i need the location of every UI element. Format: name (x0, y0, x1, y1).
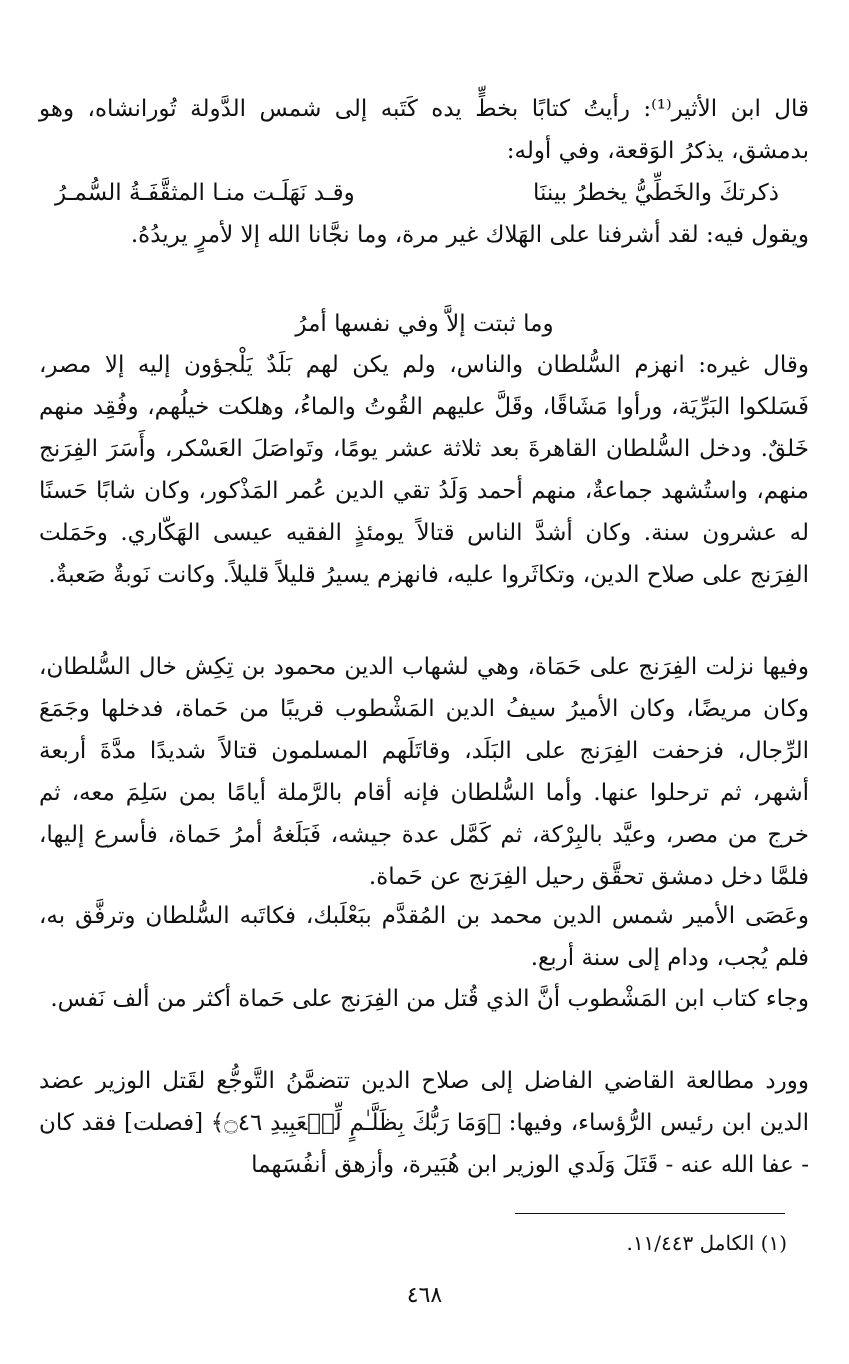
paragraph-hama-siege: وفيها نزلت الفِرَنج على حَمَاة، وهي لشهاب الدين محمود بن تِكِش خال السُّلطان، وكان مريضًا، وكان الأميرُ سيفُ الدين المَشْطوب قريبًا من حَماة، فدخلها وجَمَعَ الرِّجال، فزحفت الفِرَنج على البَلَد، وقاتَلَهم المسلمون قتالاً شديدًا مدَّةَ أربعة أشهر، ثم ترحلوا عنها. وأما السُّلطان فإنه أقام بالرَّملة أيامًا بمن سَلِمَ معه، ثم خرج من مصر، وعيَّد بالبِرْكة، ثم كَمَّل عدة جيشه، فَبَلَغهُ أمرُ حَماة، فأسرع إليها، فلمَّا دخل دمشق تحقَّق رحيل الفِرَنج عن حَماة. (39, 654, 809, 890)
verse-line-second-hemistich: وقـد نَهَلَـت منـا المثقَّفَـةُ السُّمـرُ (55, 180, 355, 206)
paragraph-ibn-al-athir: قال ابن الأثير⁽¹⁾: رأيتُ كتابًا بخطٍّ يده كَتَبه إلى شمس الدَّولة تُورانشاه، وهو بدمشق، يذكرُ الوَقعة، وفي أوله: (39, 96, 809, 164)
paragraph-qadi-fadil: وورد مطالعة القاضي الفاضل إلى صلاح الدين تتضمَّنُ التَّوجُّع لقَتل الوزير عضد الدين ابن رئيس الرُّؤساء، وفيها: ﴿وَمَا رَبُّكَ بِظَلَّـٰمٍ لِّلۡعَبِيدِ ۝٤٦﴾ [فصلت] فقد كان - عفا الله عنه - قَتَلَ وَلَدي الوزير ابن هُبَيرة، وأزهق أنفُسَهما (39, 1068, 809, 1178)
paragraph-baalbek: وعَصَى الأمير شمس الدين محمد بن المُقدَّم ببَعْلَبك، فكاتَبه السُّلطان وترفَّق به، فلم يُجب، ودام إلى سنة أربع. (39, 903, 809, 971)
footnote: (١) الكامل ١١/٤٤٣. (626, 1231, 787, 1255)
paragraph-he-says: ويقول فيه: لقد أشرفنا على الهَلاك غير مرة، وما نجَّانا الله إلا لأمرٍ يريدُهُ. (130, 222, 809, 248)
verse-line-centered: وما ثبتت إلاَّ وفي نفسها أمرُ (295, 311, 554, 337)
footnote-divider (515, 1213, 785, 1214)
verse-line-first-hemistich: ذكرتكَ والخَطِّيُّ يخطرُ بيننَا (532, 180, 779, 206)
paragraph-defeat-of-sultan: وقال غيره: انهزم السُّلطان والناس، ولم يكن لهم بَلَدٌ يَلْجؤون إليه إلا مصر، فَسَلكوا البَرِّيَة، ورأوا مَشَاقًا، وقَلَّ عليهم القُوتُ والماءُ، وهلكت خيلُهم، وفُقِد منهم خَلقٌ. ودخل السُّلطان القاهرةَ بعد ثلاثة عشر يومًا، وتَواصَلَ العَسْكر، وأَسَرَ الفِرَنج منهم، واستُشهد جماعةٌ، منهم أحمد وَلَدُ تقي الدين عُمر المَذْكور، وكان شابًا حَسنًا له عشرون سنة. وكان أشدَّ الناس قتالاً يومئذٍ الفقيه عيسى الهَكّاري. وحَمَلت الفِرَنج على صلاح الدين، وتكاثَروا عليه، فانهزم يسيرُ قليلاً قليلاً. وكانت نَوبةٌ صَعبةٌ. (39, 352, 809, 588)
page-number: ٤٦٨ (406, 1283, 443, 1308)
paragraph-mashtub-letter: وجاء كتاب ابن المَشْطوب أنَّ الذي قُتل من الفِرَنج على حَماة أكثر من ألف نَفس. (50, 986, 809, 1012)
